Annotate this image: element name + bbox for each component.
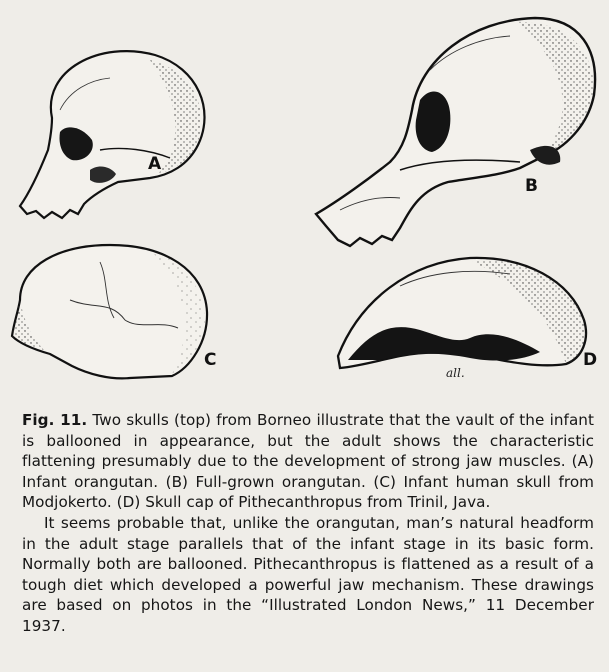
caption-text-1: Two skulls (top) from Borneo illustrate that the vault of the infant is ballooned in appearance, but the adult shows the characteristic flattening presumably due to the development of strong jaw muscles. (A) Infant orangutan. (B) Full-grown orangutan. (C) Infant human skull from Modjokerto. (D) Skull cap of Pithecanthropus from Trinil, Java. — [22, 411, 594, 512]
figure-number: Fig. 11. — [22, 411, 88, 429]
skull-d-pithecanthropus — [338, 258, 586, 368]
label-c: C — [204, 350, 217, 370]
skull-a-infant-orangutan — [20, 51, 205, 218]
skull-c-infant-human — [12, 245, 207, 378]
label-a: A — [148, 154, 162, 174]
label-b: B — [525, 176, 538, 196]
caption-paragraph-1 — [22, 410, 594, 513]
caption-paragraph-2: It seems probable that, unlike the orangutan, man’s natural headform in the adult stage parallels that of the infant stage in its basic form. Normally both are ballooned. Pithecanthropus is flattened as a result of a tough diet which developed a powerful jaw mechanism. These drawings are based on photos in the “Illustrated London News,” 11 December 1937. — [22, 513, 594, 635]
skull-b-full-grown-orangutan — [316, 18, 595, 246]
artist-signature: all. — [446, 366, 465, 380]
label-d: D — [583, 350, 598, 370]
figure-caption — [22, 410, 594, 637]
